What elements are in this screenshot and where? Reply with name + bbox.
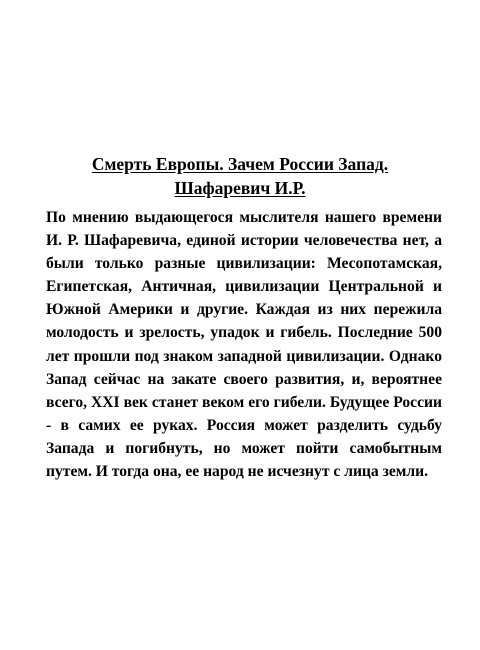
document-title: Смерть Европы. Зачем России Запад. [91,154,389,174]
document-author: Шафаревич И.Р. [174,178,306,198]
document-body-paragraph: По мнению выдающегося мыслителя нашего времени И. Р. Шафаревича, единой истории человечества нет, а были только разные цивилизации: Месопотамская, Египетская, Античная, цивилизации Центральной и Южной Америки и другие. Каждая из них пережила молодость и зрелость, упадок и гибель. Последние 500 лет прошли под знаком западной цивилизации. Однако Запад сейчас на закате своего развития, и, вероятнее всего, XXI век станет веком его гибели. Будущее России - в самих ее руках. Россия может разделить судьбу Запада и погибнуть, но может пойти самобытным путем. И тогда она, ее народ не исчезнут с лица земли. [46,209,442,481]
